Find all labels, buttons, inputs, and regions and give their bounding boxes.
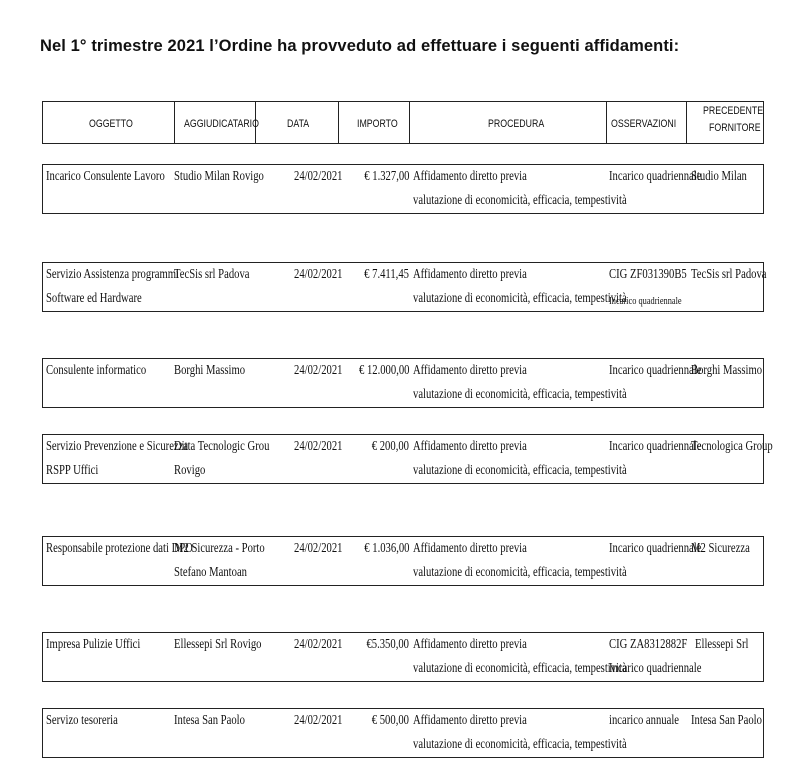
table-row	[42, 632, 764, 682]
cell-oggetto-line2: RSPP Uffici	[46, 463, 99, 478]
table-row	[42, 434, 773, 484]
table-row	[42, 708, 764, 758]
cell-procedura-line2: valutazione di economicità, efficacia, tempestività	[413, 661, 627, 676]
cell-aggiudicatario-line2: Rovigo	[174, 463, 206, 478]
cell-oggetto: Impresa Pulizie Uffici	[46, 637, 141, 652]
cell-importo: € 1.327,00	[363, 169, 409, 184]
cell-aggiudicatario: Intesa San Paolo	[174, 713, 245, 728]
column-divider	[686, 102, 687, 143]
cell-aggiudicatario: TecSis srl Padova	[174, 267, 250, 282]
cell-aggiudicatario: Ellessepi Srl Rovigo	[174, 637, 262, 652]
table-row	[42, 262, 767, 312]
header-precedente: PRECEDENTE	[703, 105, 764, 117]
cell-osservazioni: Incarico quadriennale	[609, 541, 702, 556]
cell-procedura-line2: valutazione di economicità, efficacia, tempestività	[413, 463, 627, 478]
cell-procedura: Affidamento diretto previa	[413, 637, 527, 652]
column-divider	[409, 102, 410, 143]
table-row	[42, 358, 764, 408]
cell-oggetto: Incarico Consulente Lavoro	[46, 169, 165, 184]
cell-data: 24/02/2021	[294, 713, 343, 728]
cell-importo: € 1.036,00	[363, 541, 409, 556]
cell-data: 24/02/2021	[294, 363, 343, 378]
cell-precedente: Ellessepi Srl	[695, 637, 749, 652]
cell-data: 24/02/2021	[294, 541, 343, 556]
header-aggiudicatario: AGGIUDICATARIO	[184, 118, 259, 130]
cell-aggiudicatario: Studio Milan Rovigo	[174, 169, 264, 184]
cell-osservazioni-line2: Incarico quadriennale	[609, 295, 682, 307]
header-procedura: PROCEDURA	[488, 118, 545, 130]
column-divider	[174, 102, 175, 143]
cell-procedura-line2: valutazione di economicità, efficacia, tempestività	[413, 565, 627, 580]
cell-procedura-line2: valutazione di economicità, efficacia, tempestività	[413, 193, 627, 208]
cell-osservazioni: Incarico quadriennale	[609, 439, 702, 454]
column-divider	[338, 102, 339, 143]
cell-osservazioni: CIG ZA8312882F	[609, 637, 688, 652]
cell-procedura-line2: valutazione di economicità, efficacia, tempestività	[413, 387, 627, 402]
cell-data: 24/02/2021	[294, 267, 343, 282]
cell-procedura: Affidamento diretto previa	[413, 439, 527, 454]
cell-procedura: Affidamento diretto previa	[413, 363, 527, 378]
cell-aggiudicatario: M2 Sicurezza - Porto	[174, 541, 265, 556]
cell-precedente: Tecnologica Group	[691, 439, 773, 454]
cell-oggetto: Consulente informatico	[46, 363, 147, 378]
cell-precedente: M2 Sicurezza	[691, 541, 750, 556]
cell-oggetto: Servizio Prevenzione e Sicurezza	[46, 439, 189, 454]
cell-procedura-line2: valutazione di economicità, efficacia, tempestività	[413, 737, 627, 752]
cell-data: 24/02/2021	[294, 439, 343, 454]
cell-osservazioni: incarico annuale	[609, 713, 680, 728]
cell-importo: € 200,00	[371, 439, 409, 454]
column-divider	[606, 102, 607, 143]
cell-data: 24/02/2021	[294, 169, 343, 184]
header-osservazioni: OSSERVAZIONI	[611, 118, 677, 130]
cell-oggetto: Responsabile protezione dati DPO	[46, 541, 193, 556]
cell-precedente: Intesa San Paolo	[691, 713, 762, 728]
table-row	[42, 536, 764, 586]
cell-precedente: Studio Milan	[691, 169, 747, 184]
page-title: Nel 1° trimestre 2021 l’Ordine ha provveduto ad effettuare i seguenti affidamenti:	[40, 37, 680, 55]
cell-importo: € 500,00	[371, 713, 409, 728]
cell-procedura: Affidamento diretto previa	[413, 713, 527, 728]
header-importo: IMPORTO	[357, 118, 398, 130]
cell-osservazioni: Incarico quadriennale	[609, 363, 702, 378]
cell-procedura-line2: valutazione di economicità, efficacia, tempestività	[413, 291, 627, 306]
cell-procedura: Affidamento diretto previa	[413, 169, 527, 184]
cell-osservazioni: CIG ZF031390B5	[609, 267, 687, 282]
table-header	[42, 101, 764, 144]
cell-aggiudicatario: Ditta Tecnologic Grou	[174, 439, 270, 454]
cell-precedente: TecSis srl Padova	[691, 267, 767, 282]
header-oggetto: OGGETTO	[89, 118, 133, 130]
cell-oggetto: Servizo tesoreria	[46, 713, 118, 728]
header-fornitore: FORNITORE	[709, 122, 761, 134]
header-data: DATA	[287, 118, 310, 130]
cell-procedura: Affidamento diretto previa	[413, 541, 527, 556]
cell-osservazioni: Incarico quadriennale	[609, 169, 702, 184]
cell-importo: € 12.000,00	[358, 363, 409, 378]
cell-osservazioni-line2: Incarico quadriennale	[609, 661, 702, 676]
cell-aggiudicatario-line2: Stefano Mantoan	[174, 565, 247, 580]
cell-precedente: Borghi Massimo	[691, 363, 763, 378]
cell-data: 24/02/2021	[294, 637, 343, 652]
cell-procedura: Affidamento diretto previa	[413, 267, 527, 282]
cell-oggetto: Servizio Assistenza programmi	[46, 267, 179, 282]
cell-aggiudicatario: Borghi Massimo	[174, 363, 246, 378]
table-row	[42, 164, 764, 214]
cell-importo: € 7.411,45	[364, 267, 409, 282]
cell-oggetto-line2: Software ed Hardware	[46, 291, 142, 306]
cell-importo: €5.350,00	[366, 637, 409, 652]
